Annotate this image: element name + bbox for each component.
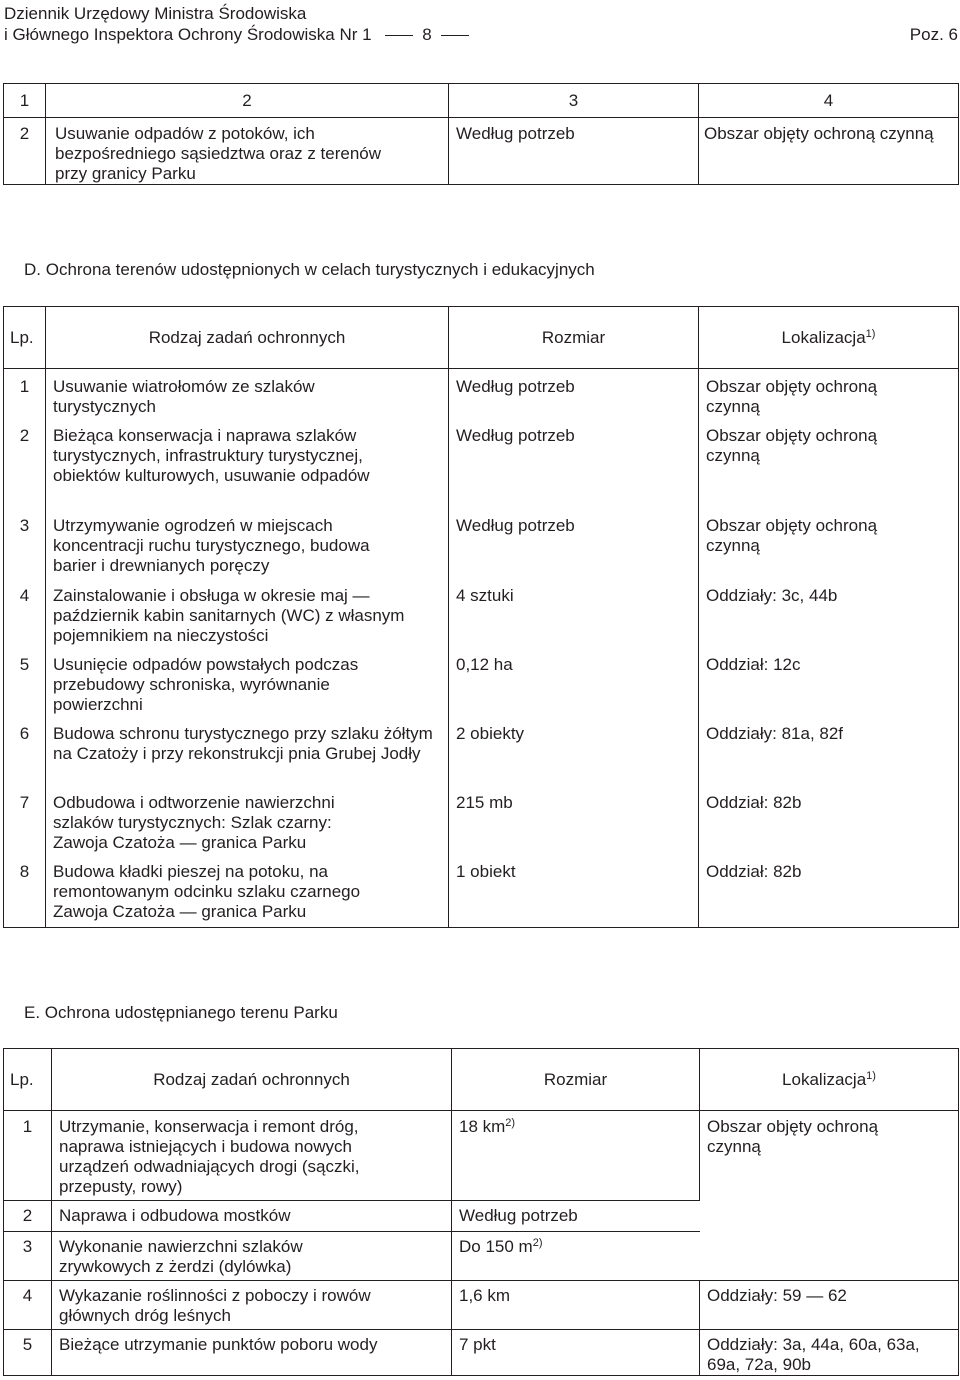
table-row <box>4 369 959 426</box>
header-task: Rodzaj zadań ochronnych <box>46 307 449 369</box>
row-lp: 4 <box>4 1281 52 1330</box>
journal-title-line2 <box>4 24 960 45</box>
row-size: Według potrzeb <box>452 1201 700 1232</box>
row-task: Zainstalowanie i obsługa w okresie maj — październik kabin sanitarnych (WC) z własnym pojemnikiem na nieczystości <box>46 586 449 655</box>
column-number: 3 <box>449 84 699 118</box>
row-task: Usuwanie wiatrołomów ze szlaków turystycznych <box>46 369 449 426</box>
row-location: Oddziały: 59 — 62 <box>700 1281 959 1330</box>
journal-title-text: i Głównego Inspektora Ochrony Środowiska Nr 1 <box>4 25 372 44</box>
table-row <box>4 118 959 185</box>
row-lp: 3 <box>4 516 46 586</box>
row-size <box>452 1232 700 1281</box>
row-lp: 3 <box>4 1232 52 1281</box>
row-location: Oddziały: 3c, 44b <box>706 585 838 605</box>
journal-title-line1: Dziennik Urzędowy Ministra Środowiska <box>4 4 307 23</box>
row-task: Utrzymywanie ogrodzeń w miejscach koncentracji ruchu turystycznego, budowa barier i drewnianych poręczy <box>46 516 449 586</box>
table-row <box>4 426 959 516</box>
row-lp: 7 <box>4 793 46 862</box>
row-size: 4 sztuki <box>449 586 699 655</box>
size-value: 18 km <box>459 1117 506 1136</box>
header-location-label: Lokalizacja <box>782 1069 867 1089</box>
page-header <box>4 3 960 45</box>
header-size: Rozmiar <box>449 307 699 369</box>
footnote-mark: 1) <box>865 327 876 340</box>
table-row <box>4 1111 959 1201</box>
row-size: 0,12 ha <box>449 655 699 724</box>
row-task: Utrzymanie, konserwacja i remont dróg, naprawa istniejących i budowa nowych urządzeń odwadniających drogi (sączki, przepusty, rowy) <box>52 1111 452 1201</box>
row-task: Wykazanie roślinności z poboczy i rowów głównych dróg leśnych <box>52 1281 452 1330</box>
row-task: Naprawa i odbudowa mostków <box>52 1201 452 1232</box>
row-location: Oddział: 82b <box>706 792 802 812</box>
row-location: Obszar objęty ochroną czynną <box>706 377 878 416</box>
table-row <box>4 1330 959 1376</box>
header-location-label: Lokalizacja <box>781 327 866 347</box>
row-location: Oddziały: 81a, 82f <box>706 723 844 743</box>
row-task: Budowa kładki pieszej na potoku, na remontowanym odcinku szlaku czarnego Zawoja Czatoża — granica Parku <box>46 862 449 928</box>
row-size: 2 obiekty <box>449 724 699 793</box>
row-size: Według potrzeb <box>449 369 699 426</box>
footnote-mark: 2) <box>532 1237 543 1249</box>
table-header-row <box>4 1049 959 1111</box>
row-location: Obszar objęty ochroną czynną <box>700 1111 959 1281</box>
row-size: 1,6 km <box>452 1281 700 1330</box>
header-location <box>700 1049 959 1111</box>
page-number: 8 <box>422 25 432 44</box>
section-e-title: E. Ochrona udostępnianego terenu Parku <box>24 1003 338 1022</box>
section-e-table <box>3 1048 959 1376</box>
table-row <box>4 655 959 724</box>
dash-left <box>385 35 413 36</box>
header-location <box>699 307 959 369</box>
row-task: Usuwanie odpadów z potoków, ich bezpośredniego sąsiedztwa oraz z terenów przy granicy Parku <box>46 118 449 185</box>
table-row <box>4 862 959 928</box>
row-lp: 1 <box>4 369 46 426</box>
row-size: Według potrzeb <box>449 118 699 185</box>
row-lp: 8 <box>4 862 46 928</box>
row-size: Według potrzeb <box>449 426 699 516</box>
row-task: Usunięcie odpadów powstałych podczas przebudowy schroniska, wyrównanie powierzchni <box>46 655 449 724</box>
row-task: Bieżąca konserwacja i naprawa szlaków turystycznych, infrastruktury turystycznej, obiektów kulturowych, usuwanie odpadów <box>46 426 449 516</box>
size-value: Do 150 m <box>459 1237 533 1256</box>
row-location: Oddział: 12c <box>706 654 801 674</box>
row-location: Obszar objęty ochroną czynną <box>706 425 878 465</box>
row-lp: 4 <box>4 586 46 655</box>
row-size: 215 mb <box>449 793 699 862</box>
row-task: Wykonanie nawierzchni szlaków zrywkowych z żerdzi (dylówka) <box>52 1232 452 1281</box>
table-header-row <box>4 307 959 369</box>
position-number: Poz. 6 <box>909 25 958 44</box>
footnote-mark: 2) <box>505 1117 516 1129</box>
table-row <box>4 516 959 586</box>
row-lp: 2 <box>4 118 46 185</box>
table-row <box>4 724 959 793</box>
row-lp: 5 <box>4 1330 52 1376</box>
table-row <box>4 793 959 862</box>
row-task: Budowa schronu turystycznego przy szlaku żółtym na Czatoży i przy rekonstrukcji pnia Grubej Jodły <box>46 724 449 793</box>
row-lp: 2 <box>4 1201 52 1232</box>
section-d-table <box>3 306 959 928</box>
row-lp: 6 <box>4 724 46 793</box>
continuation-table <box>3 83 959 185</box>
table-row <box>4 586 959 655</box>
header-task: Rodzaj zadań ochronnych <box>52 1049 452 1111</box>
column-number: 4 <box>699 84 959 118</box>
header-lp: Lp. <box>4 1049 52 1111</box>
row-task: Odbudowa i odtworzenie nawierzchni szlaków turystycznych: Szlak czarny: Zawoja Czatoża — granica Parku <box>46 793 449 862</box>
column-number-row <box>4 84 959 118</box>
section-d-title: D. Ochrona terenów udostępnionych w celach turystycznych i edukacyjnych <box>24 260 595 279</box>
row-location: Oddziały: 3a, 44a, 60a, 63a, 69a, 72a, 90b <box>707 1335 920 1374</box>
footnote-mark: 1) <box>866 1069 876 1082</box>
header-size: Rozmiar <box>452 1049 700 1111</box>
row-location: Obszar objęty ochroną czynną <box>704 124 934 143</box>
table-row <box>4 1281 959 1330</box>
row-location: Obszar objęty ochroną czynną <box>706 515 878 555</box>
dash-right <box>441 35 469 36</box>
row-size <box>452 1111 700 1201</box>
row-location: Oddział: 82b <box>706 861 802 881</box>
header-lp: Lp. <box>4 307 46 369</box>
row-size: Według potrzeb <box>449 516 699 586</box>
row-lp: 5 <box>4 655 46 724</box>
row-lp: 2 <box>4 426 46 516</box>
row-lp: 1 <box>4 1111 52 1201</box>
row-size: 1 obiekt <box>449 862 699 928</box>
column-number: 2 <box>46 84 449 118</box>
column-number: 1 <box>4 84 46 118</box>
row-size: 7 pkt <box>452 1330 700 1376</box>
row-task: Bieżące utrzymanie punktów poboru wody <box>52 1330 452 1376</box>
